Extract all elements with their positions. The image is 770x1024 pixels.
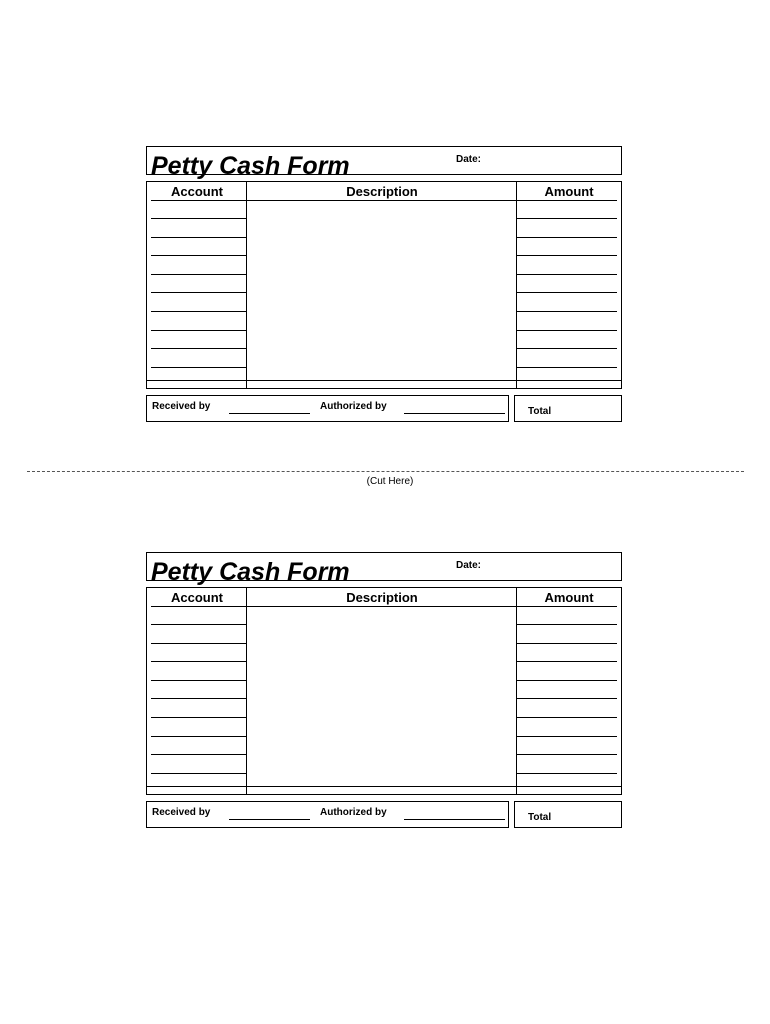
entries-table [146, 587, 622, 795]
account-entry-line[interactable] [151, 274, 246, 275]
column-header-description: Description [346, 590, 418, 605]
account-entry-line[interactable] [151, 367, 246, 368]
title-box [146, 552, 622, 586]
form-title: Petty Cash Form [151, 152, 350, 180]
column-header-amount: Amount [544, 184, 594, 199]
received-by-label: Received by [152, 401, 211, 412]
table-bottom-divider [147, 786, 621, 787]
column-header-account: Account [171, 184, 223, 199]
signature-box [146, 395, 509, 422]
account-entry-line[interactable] [151, 717, 246, 718]
amount-entry-line[interactable] [517, 348, 617, 349]
column-header-amount: Amount [544, 590, 594, 605]
account-entry-line[interactable] [151, 330, 246, 331]
column-divider [246, 588, 247, 794]
entries-table [146, 181, 622, 389]
account-entry-line[interactable] [151, 292, 246, 293]
account-entry-line[interactable] [151, 680, 246, 681]
account-entry-line[interactable] [151, 773, 246, 774]
amount-entry-line[interactable] [517, 367, 617, 368]
account-entry-line[interactable] [151, 624, 246, 625]
amount-entry-line[interactable] [517, 311, 617, 312]
amount-entry-line[interactable] [517, 274, 617, 275]
total-label: Total [528, 812, 552, 823]
authorized-by-label: Authorized by [320, 401, 387, 412]
account-entry-line[interactable] [151, 661, 246, 662]
cut-here-label: (Cut Here) [366, 476, 414, 487]
account-entry-line[interactable] [151, 754, 246, 755]
column-divider [516, 182, 517, 388]
column-header-description: Description [346, 184, 418, 199]
total-box[interactable] [514, 395, 622, 422]
total-label: Total [528, 406, 552, 417]
title-box [146, 146, 622, 180]
account-entry-line[interactable] [151, 348, 246, 349]
amount-entry-line[interactable] [517, 698, 617, 699]
total-box[interactable] [514, 801, 622, 828]
table-bottom-divider [147, 380, 621, 381]
received-by-line[interactable] [229, 819, 310, 820]
amount-entry-line[interactable] [517, 624, 617, 625]
column-divider [516, 588, 517, 794]
column-divider [246, 182, 247, 388]
header-underline [517, 606, 617, 607]
received-by-label: Received by [152, 807, 211, 818]
account-entry-line[interactable] [151, 255, 246, 256]
account-entry-line[interactable] [151, 643, 246, 644]
amount-entry-line[interactable] [517, 292, 617, 293]
header-underline [151, 200, 246, 201]
amount-entry-line[interactable] [517, 773, 617, 774]
amount-entry-line[interactable] [517, 330, 617, 331]
amount-entry-line[interactable] [517, 717, 617, 718]
form-title: Petty Cash Form [151, 558, 350, 586]
cut-line [27, 471, 744, 472]
amount-entry-line[interactable] [517, 754, 617, 755]
date-label: Date: [456, 560, 482, 571]
amount-entry-line[interactable] [517, 237, 617, 238]
authorized-by-line[interactable] [404, 819, 505, 820]
date-label: Date: [456, 154, 482, 165]
signature-box [146, 801, 509, 828]
petty-cash-form-bottom [146, 552, 622, 832]
account-entry-line[interactable] [151, 218, 246, 219]
received-by-line[interactable] [229, 413, 310, 414]
account-entry-line[interactable] [151, 698, 246, 699]
account-entry-line[interactable] [151, 237, 246, 238]
amount-entry-line[interactable] [517, 661, 617, 662]
authorized-by-label: Authorized by [320, 807, 387, 818]
petty-cash-form-top [146, 146, 622, 426]
amount-entry-line[interactable] [517, 255, 617, 256]
authorized-by-line[interactable] [404, 413, 505, 414]
amount-entry-line[interactable] [517, 736, 617, 737]
header-underline [151, 606, 246, 607]
header-underline [247, 606, 516, 607]
account-entry-line[interactable] [151, 736, 246, 737]
amount-entry-line[interactable] [517, 218, 617, 219]
amount-entry-line[interactable] [517, 680, 617, 681]
column-header-account: Account [171, 590, 223, 605]
amount-entry-line[interactable] [517, 643, 617, 644]
account-entry-line[interactable] [151, 311, 246, 312]
header-underline [247, 200, 516, 201]
header-underline [517, 200, 617, 201]
